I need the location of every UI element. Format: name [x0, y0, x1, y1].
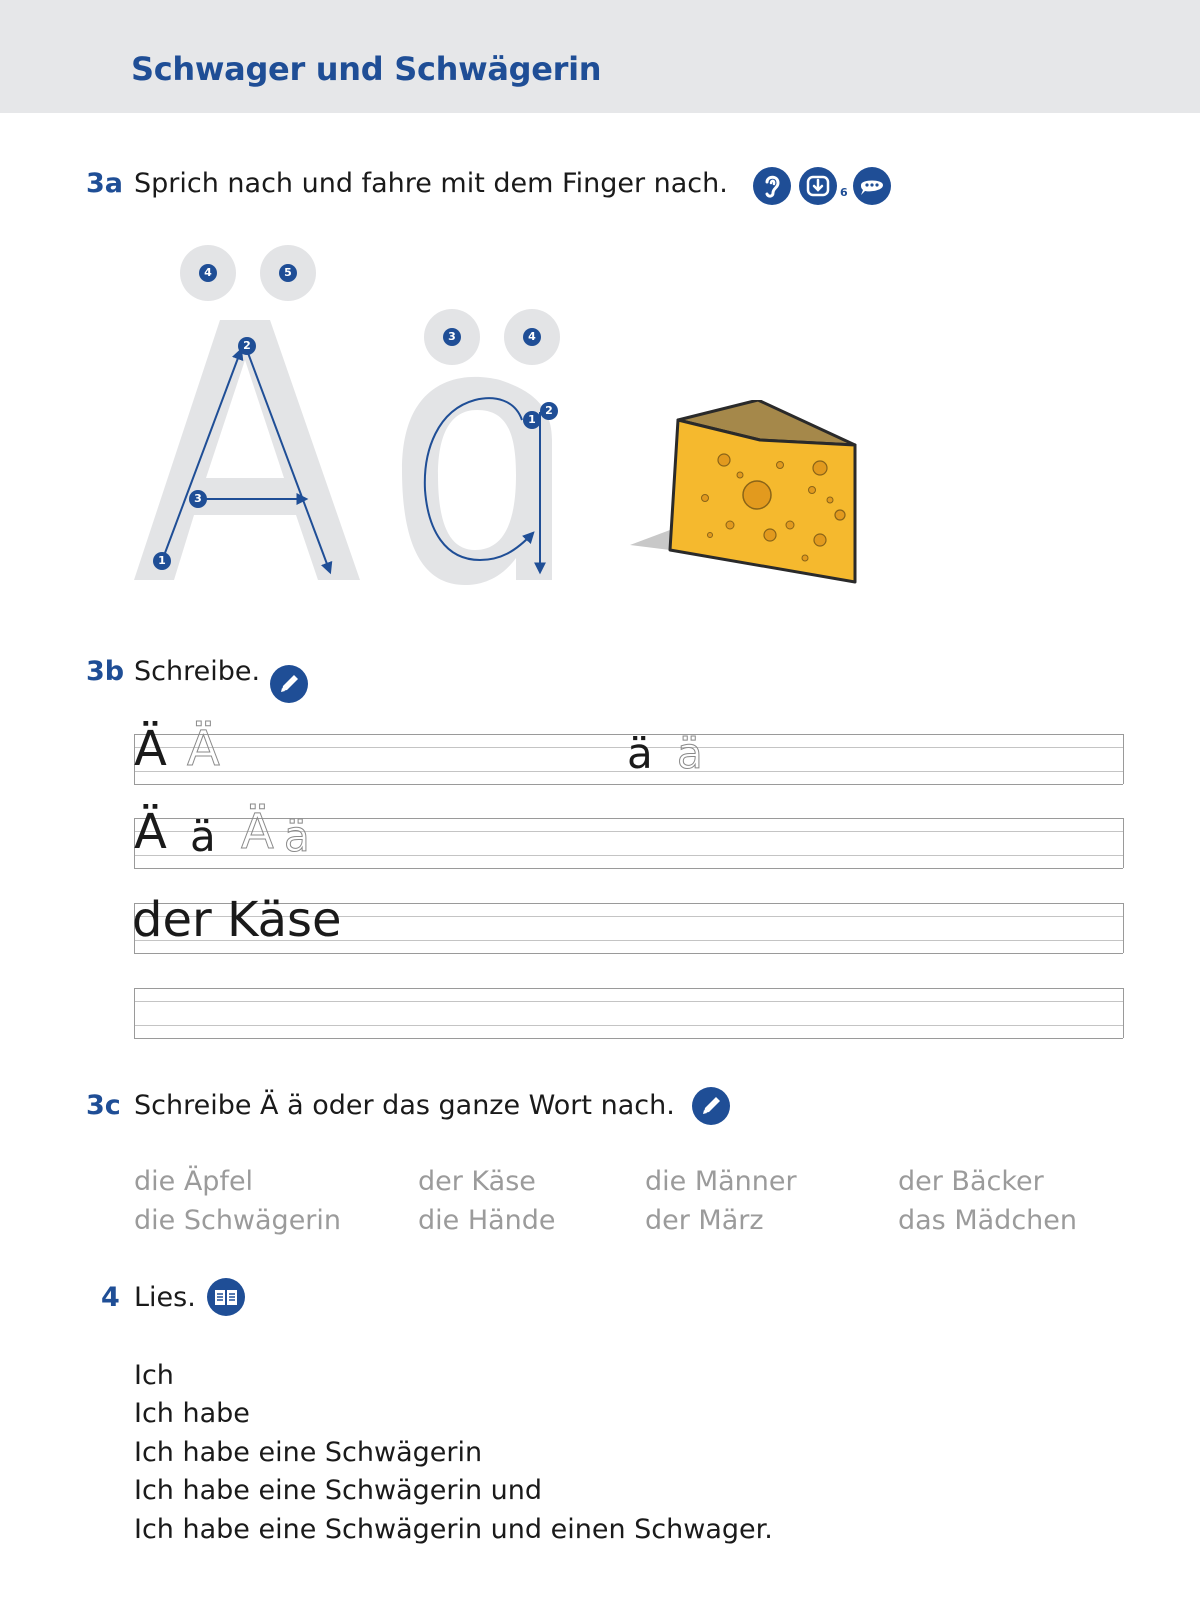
pencil-icon[interactable] — [270, 665, 308, 703]
line1-solid-upper: Ä — [134, 721, 167, 777]
word-die-haende: die Hände — [418, 1205, 556, 1236]
line3-word: der Käse — [132, 892, 342, 948]
line2-trace-upper: Ä — [241, 804, 274, 860]
exercise-3a-number: 3a — [86, 168, 124, 199]
line1-trace-lower: ä — [677, 729, 703, 778]
reading-line-5: Ich habe eine Schwägerin und einen Schwager. — [134, 1514, 773, 1545]
ear-icon[interactable] — [753, 167, 791, 205]
step-badge-4-lower: 4 — [523, 328, 541, 346]
grey-capital-a — [134, 320, 360, 580]
download-icon[interactable] — [799, 167, 837, 205]
word-die-aepfel: die Äpfel — [134, 1166, 254, 1197]
exercise-4-number: 4 — [101, 1282, 120, 1313]
reading-line-3: Ich habe eine Schwägerin — [134, 1437, 483, 1468]
exercise-3b-number: 3b — [86, 656, 125, 687]
word-der-kaese: der Käse — [418, 1166, 536, 1197]
exercise-3c-instruction: Schreibe Ä ä oder das ganze Wort nach. — [134, 1090, 675, 1121]
pencil-icon[interactable] — [692, 1087, 730, 1125]
word-der-baecker: der Bäcker — [898, 1166, 1044, 1197]
step-badge-1-lower: 1 — [523, 411, 541, 429]
cheese-illustration — [630, 400, 860, 590]
page-title: Schwager und Schwägerin — [131, 50, 602, 88]
exercise-3c-number: 3c — [86, 1090, 121, 1121]
exercise-3b-instruction: Schreibe. — [134, 656, 261, 687]
step-badge-1: 1 — [153, 552, 171, 570]
word-der-maerz: der März — [645, 1205, 764, 1236]
word-das-maedchen: das Mädchen — [898, 1205, 1077, 1236]
writing-lines-4[interactable] — [134, 988, 1123, 1038]
step-badge-3: 3 — [189, 490, 207, 508]
line2-trace-lower: ä — [284, 812, 310, 861]
writing-lines-2[interactable] — [134, 812, 1123, 868]
exercise-4-instruction: Lies. — [134, 1282, 196, 1313]
line2-solid-upper: Ä — [134, 804, 167, 860]
line1-solid-lower: ä — [627, 729, 653, 778]
reading-line-2: Ich habe — [134, 1398, 250, 1429]
step-badge-3-lower: 3 — [443, 328, 461, 346]
exercise-3a-instruction: Sprich nach und fahre mit dem Finger nach. — [134, 168, 728, 199]
reading-line-4: Ich habe eine Schwägerin und — [134, 1475, 543, 1506]
speech-bubble-icon[interactable] — [853, 167, 891, 205]
word-die-maenner: die Männer — [645, 1166, 797, 1197]
step-badge-4: 4 — [199, 264, 217, 282]
book-icon[interactable] — [207, 1278, 245, 1316]
word-die-schwaegerin: die Schwägerin — [134, 1205, 342, 1236]
line2-solid-lower: ä — [190, 812, 216, 861]
step-badge-5: 5 — [279, 264, 297, 282]
step-badge-2: 2 — [238, 337, 256, 355]
audio-track-number: 6 — [840, 186, 848, 199]
page-header — [0, 0, 1200, 113]
line1-trace-upper: Ä — [187, 721, 220, 777]
step-badge-2-lower: 2 — [540, 402, 558, 420]
reading-line-1: Ich — [134, 1360, 174, 1391]
